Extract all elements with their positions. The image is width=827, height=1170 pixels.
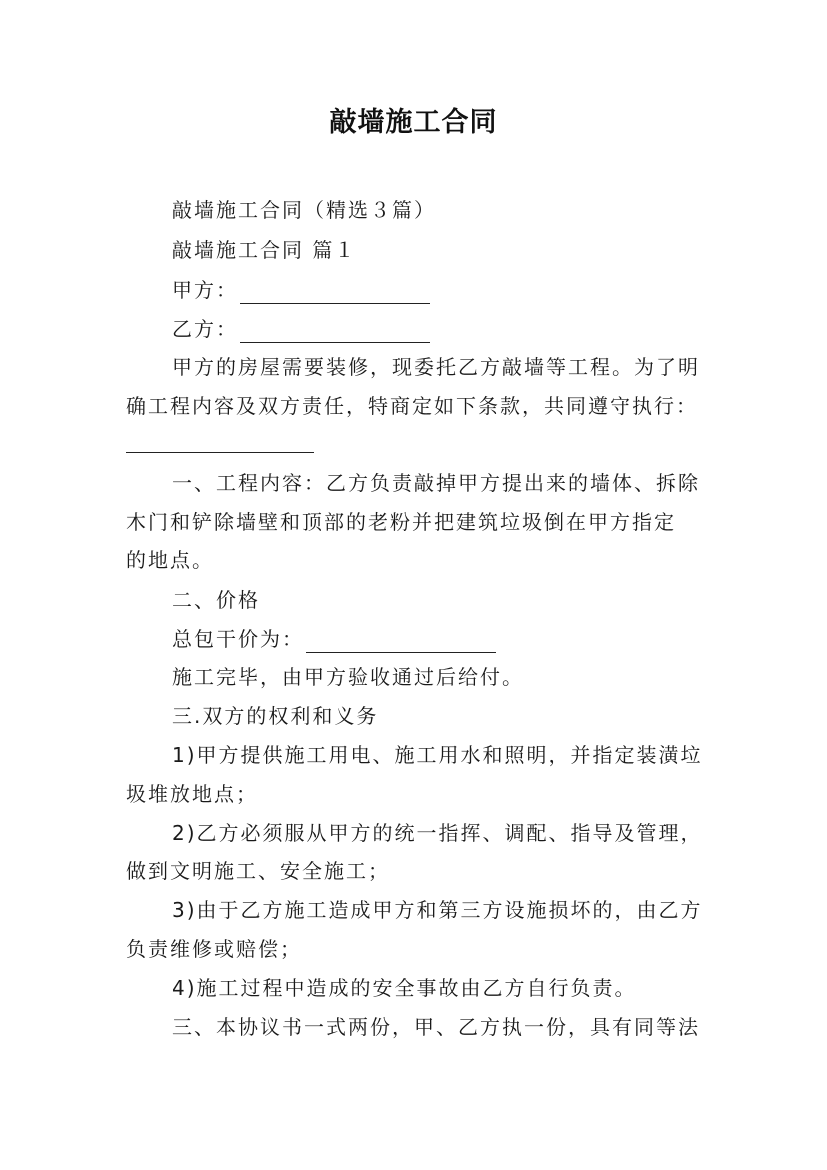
party-b-label: 乙方： (172, 317, 238, 341)
item1-text-2: 圾堆放地点； (126, 782, 258, 806)
item2-text-1: 2)乙方必须服从甲方的统一指挥、调配、指导及管理， (172, 821, 703, 845)
section1-text-2: 木门和铲除墙壁和顶部的老粉并把建筑垃圾倒在甲方指定 (126, 510, 676, 534)
intro-text-2: 确工程内容及双方责任，特商定如下条款，共同遵守执行： (126, 394, 698, 418)
intro-blank (126, 452, 314, 453)
item4-text-1: 4)施工过程中造成的安全事故由乙方自行负责。 (172, 976, 637, 1000)
part-heading-text: 敲墙施工合同 篇１ (172, 238, 357, 262)
total-price-label: 总包干价为： (172, 627, 304, 651)
part-heading-line (172, 236, 722, 264)
intro-line-1 (172, 353, 722, 381)
section1-text-1: 一、工程内容：乙方负责敲掉甲方提出来的墙体、拆除 (172, 471, 700, 495)
document-title: 敲墙施工合同 (329, 107, 498, 138)
intro-line-2 (126, 392, 716, 420)
section1-line-1 (172, 469, 722, 497)
section2-heading-line (172, 586, 722, 614)
item1-text-1: 1)甲方提供施工用电、施工用水和照明，并指定装潢垃 (172, 743, 703, 767)
item3-text-2: 负责维修或赔偿； (126, 937, 302, 961)
section1-line-3 (126, 546, 716, 574)
section3-heading: 三.双方的权利和义务 (172, 704, 379, 728)
party-a-blank (240, 283, 430, 304)
item3-line-2 (126, 935, 716, 963)
section1-text-3: 的地点。 (126, 548, 214, 572)
item2-line-2 (126, 857, 716, 885)
subtitle-text: 敲墙施工合同（精选３篇） (172, 198, 436, 222)
payment-line (172, 663, 722, 691)
item3-line-1 (172, 896, 722, 924)
party-a-line (172, 276, 722, 304)
item1-line-2 (126, 780, 716, 808)
section3-heading-line (172, 702, 722, 730)
section2-heading: 二、价格 (172, 588, 260, 612)
item1-line-1 (172, 741, 722, 769)
section3b-text-1: 三、本协议书一式两份，甲、乙方执一份，具有同等法 (172, 1015, 700, 1039)
total-price-line (172, 625, 722, 653)
section1-line-2 (126, 508, 716, 536)
party-a-label: 甲方： (172, 278, 238, 302)
subtitle-line (172, 196, 722, 224)
item2-line-1 (172, 819, 722, 847)
intro-text-1: 甲方的房屋需要装修，现委托乙方敲墙等工程。为了明 (172, 355, 700, 379)
item4-line-1 (172, 974, 722, 1002)
item2-text-2: 做到文明施工、安全施工； (126, 859, 390, 883)
party-b-blank (240, 322, 430, 343)
payment-text: 施工完毕，由甲方验收通过后给付。 (172, 665, 524, 689)
item3-text-1: 3)由于乙方施工造成甲方和第三方设施损坏的，由乙方 (172, 898, 703, 922)
section3b-line-1 (172, 1013, 722, 1041)
total-price-blank (306, 632, 496, 653)
party-b-line (172, 315, 722, 343)
